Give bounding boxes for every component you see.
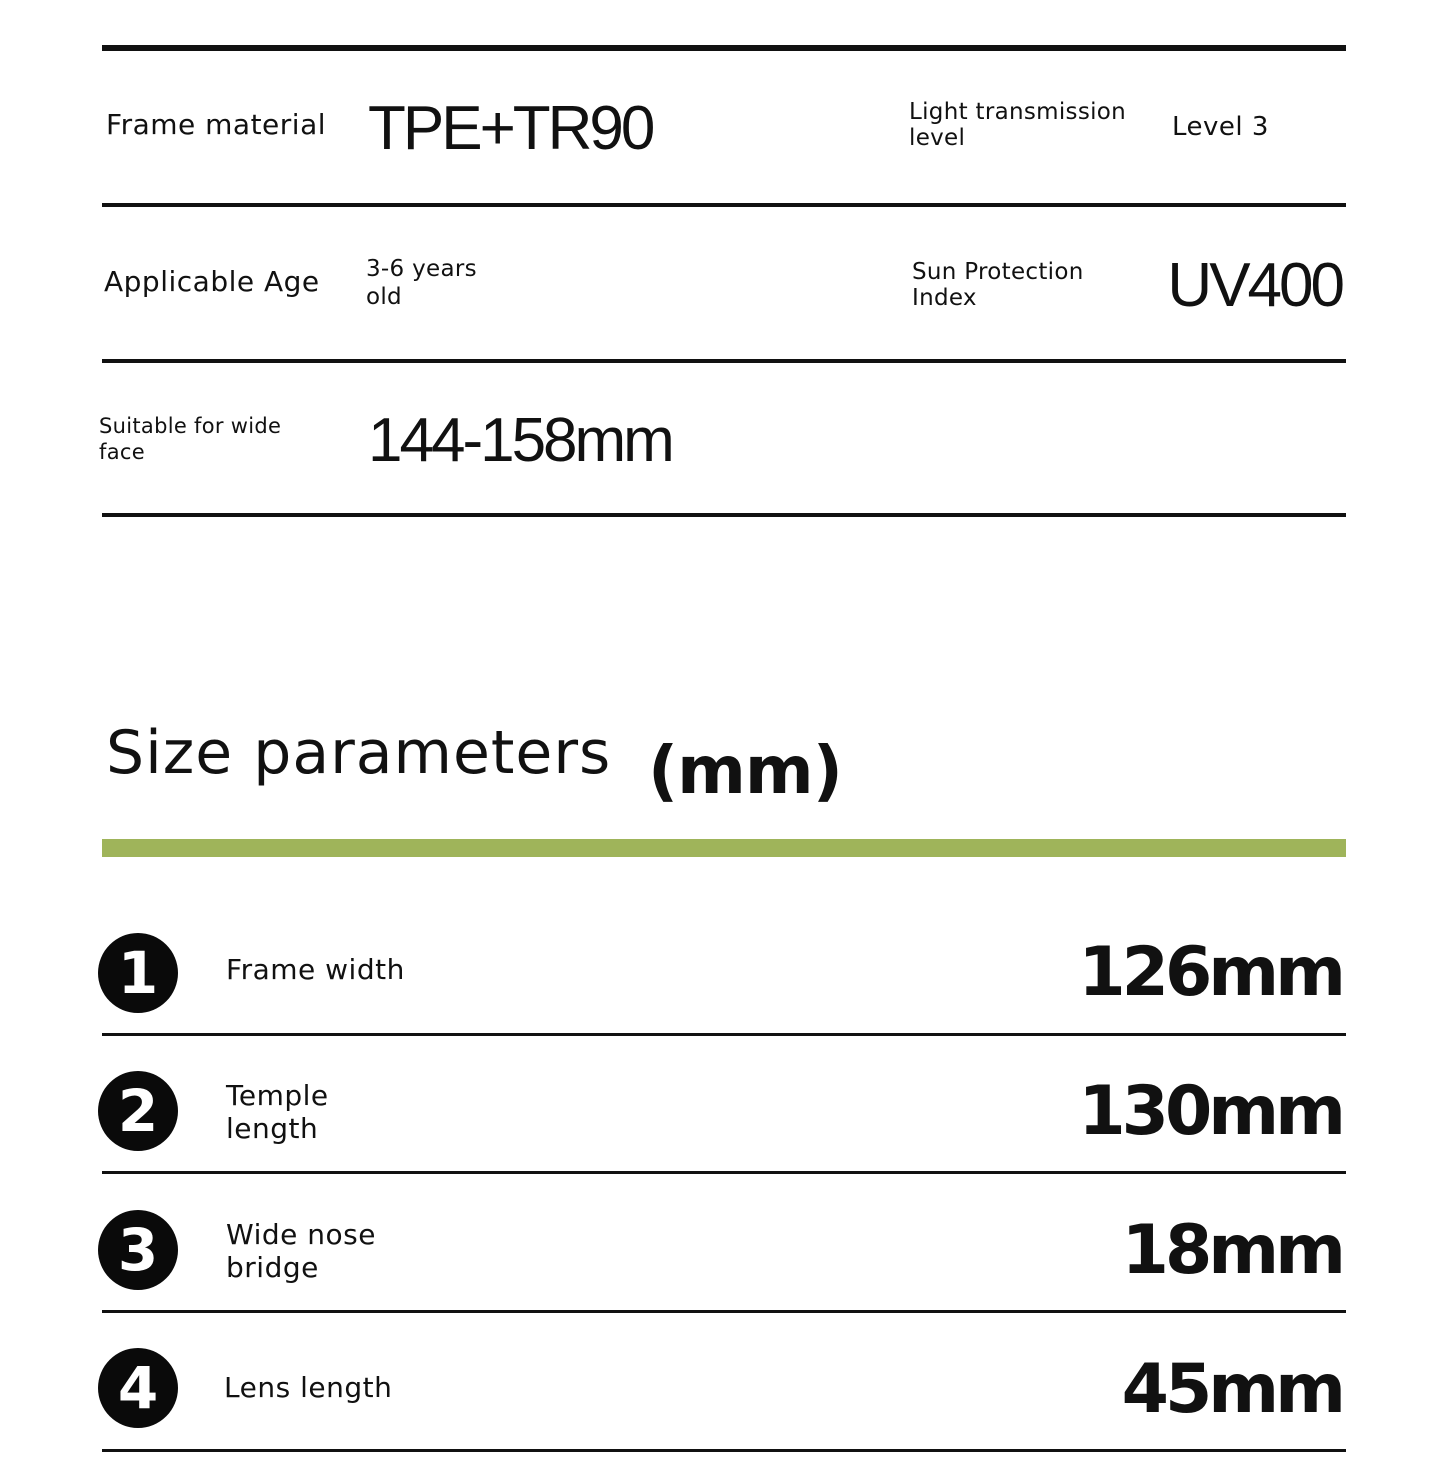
nose-bridge-value: 18mm [1121,1211,1342,1290]
applicable-age-label: Applicable Age [104,265,320,298]
number-badge-2: 2 [98,1071,178,1151]
size-section-title: Size parameters [106,718,612,788]
size-divider-4 [102,1449,1346,1452]
table-divider-1 [102,203,1346,207]
wide-face-label-line2: face [99,440,145,464]
temple-length-label-line2: length [226,1112,319,1145]
temple-length-label [226,1079,329,1145]
size-divider-3 [102,1310,1346,1313]
light-transmission-label-line2: level [909,125,966,151]
frame-width-label [226,953,405,986]
lens-length-label [224,1371,392,1404]
frame-width-value: 126mm [1078,933,1342,1012]
nose-bridge-label-line2: bridge [226,1251,319,1284]
nose-bridge-label-line1: Wide nose [226,1218,376,1251]
applicable-age-value-line2: old [366,284,402,310]
table-bottom-border [102,513,1346,517]
nose-bridge-label [226,1218,376,1284]
wide-face-label-line1: Suitable for wide [99,414,282,438]
size-divider-2 [102,1171,1346,1174]
number-badge-4: 4 [98,1348,178,1428]
size-divider-1 [102,1033,1346,1036]
light-transmission-label [909,99,1126,151]
temple-length-label-line1: Temple [226,1079,329,1112]
sun-protection-value: UV400 [1167,251,1342,320]
applicable-age-value [366,255,477,311]
light-transmission-label-line1: Light transmission [909,99,1127,125]
table-top-border [102,45,1346,51]
light-transmission-value: Level 3 [1172,112,1269,142]
sun-protection-label [912,259,1084,311]
frame-material-label: Frame material [106,108,327,141]
lens-length-value: 45mm [1121,1350,1342,1429]
applicable-age-value-line1: 3-6 years [366,256,477,282]
wide-face-label [99,413,281,465]
number-badge-1: 1 [98,933,178,1013]
wide-face-value: 144-158mm [368,406,672,475]
table-divider-2 [102,359,1346,363]
number-badge-3: 3 [98,1210,178,1290]
frame-width-label-line1: Frame width [226,953,405,986]
size-section-accent-bar [102,839,1346,857]
temple-length-value: 130mm [1078,1072,1342,1151]
sun-protection-label-line1: Sun Protection [912,259,1084,285]
lens-length-label-line1: Lens length [224,1371,393,1404]
frame-material-value: TPE+TR90 [368,94,653,163]
size-section-unit: (mm) [648,732,842,809]
sun-protection-label-line2: Index [912,285,977,311]
